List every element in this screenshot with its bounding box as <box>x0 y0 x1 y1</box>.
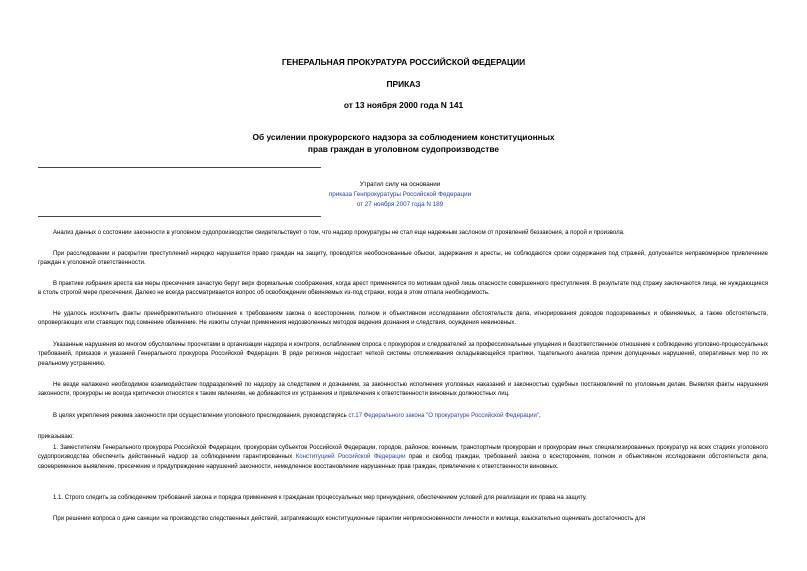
paragraph-5: Указанные нарушения во многом обусловлены просчетами в организации надзора и контроля, ослаблением спроса с прокуроров и следователей за профессиональные упущения и безответственное отношение к соблюдению уголовно-процессуальных требований, приказов и указаний Генерального прокурора Российской Федерации. В ряде регионов недостает четкой системы отслеживания складывающейся практики, тщательного анализа причин допущенных нарушений, оперативных мер по их реальному устранению. <box>38 342 768 367</box>
paragraph-sanction: При решении вопроса о даче санкции на производство следственных действий, затрагивающих конституционные гарантии неприкосновенности личности и жилища, взыскательно оценивать достаточность для <box>53 516 646 522</box>
repeal-order-date-link[interactable]: от 27 ноября 2007 года N 189 <box>356 201 444 208</box>
item-1-text: 1. Заместителям Генерального прокурора Российской Федерации, прокурорам субъектов Российской Федерации, городов, районов, военным, транспортным прокурорам и прокурорам иных специализированных прокуратур на всех стадиях уголовного судопроизводства обеспечить действенный надзор за соблюдением гарантированных <box>38 445 768 461</box>
status-note-text: Утратил силу на основании <box>359 181 441 188</box>
paragraph-7-end: , <box>539 413 541 419</box>
order-word: приказываю: <box>38 434 74 440</box>
paragraph-4: Не удалось исключить факты пренебрежительного отношения к требованиям закона о всестороннем, полном и объективном исследовании обстоятельств дела, игнорирования доводов подозреваемых и обвиняемых, а также обстоятельств, опровергающих или ставящих под сомнение обвинение. Не изжиты случаи применения недозволенных методов ведения дознания и следствия, осуждения невиновных. <box>38 311 768 327</box>
constitution-link[interactable]: Конституцией Российской Федерации <box>295 454 406 461</box>
document-type-heading: ПРИКАЗ <box>386 79 421 89</box>
date-number-heading: от 13 ноября 2000 года N 141 <box>343 100 464 110</box>
paragraph-item-1-1: 1.1. Строго следить за соблюдением требований закона и порядка применения к гражданам процессуальных мер принуждения, обеспечением условий для реализации их права на защиту. <box>53 495 587 501</box>
organization-heading: ГЕНЕРАЛЬНАЯ ПРОКУРАТУРА РОССИЙСКОЙ ФЕДЕРАЦИИ <box>281 57 526 67</box>
divider-bottom <box>38 216 321 217</box>
divider-top <box>38 167 321 168</box>
paragraph-item-1 <box>38 444 768 472</box>
paragraph-2: При расследовании и раскрытии преступлений нередко нарушается право граждан на защиту, проводятся необоснованные обыски, задержания и аресты, не соблюдаются сроки содержания под стражей, допускается неправомерное привлечение граждан к уголовной ответственности. <box>38 251 768 267</box>
item-1-text-end: прав и свобод граждан, требований закона о всестороннем, полном и объективном исследовании обстоятельств дела, своевременное выявление, пресечение и предупреждение нарушений законности, немедленное восстановление нарушенных прав граждан, привлечение к ответственности виновных. <box>38 454 768 470</box>
document-title-line-1: Об усилении прокурорского надзора за соблюдением конституционных <box>252 132 555 142</box>
paragraph-7 <box>38 412 768 421</box>
document-title-line-2: прав граждан в уголовном судопроизводстве <box>307 144 500 154</box>
federal-law-link[interactable]: ст.17 Федерального закона "О прокуратуре Российской Федерации" <box>348 413 540 419</box>
paragraph-6: Не везде налажено необходимое взаимодействие подразделений по надзору за следствием и дознанием, за законностью исполнения уголовных наказаний и законностью судебных постановлений по уголовным делам. Выявляя факты нарушения законности, прокуроры не всегда критически относятся к таким явлениям, не добиваются их устранения и привлечения к ответственности виновных должностных лиц. <box>38 382 768 398</box>
status-note <box>260 180 540 210</box>
paragraph-1: Анализ данных о состоянии законности в уголовном судопроизводстве свидетельствует о том, что надзор прокуратуры не стал еще надежным заслоном от проявлений беззакония, а порой и произвола. <box>53 230 625 236</box>
paragraph-7-text: В целях укрепления режима законности при осуществлении уголовного преследования, руководствуясь <box>53 413 349 419</box>
paragraph-3: В практике избрания ареста как меры пресечения зачастую берут верх формальные соображения, когда арест применяется по мотивам одной лишь опасности совершенного преступления. В результате под стражу заключаются лица, не нуждающиеся в столь строгой мере пресечения. Далеко не всегда рассматривается вопрос об освобождении обвиняемых из-под стражи, когда в этом отпала необходимость. <box>38 281 768 297</box>
repeal-order-link[interactable]: приказа Генпрокуратуры Российской Федерации <box>328 191 472 198</box>
